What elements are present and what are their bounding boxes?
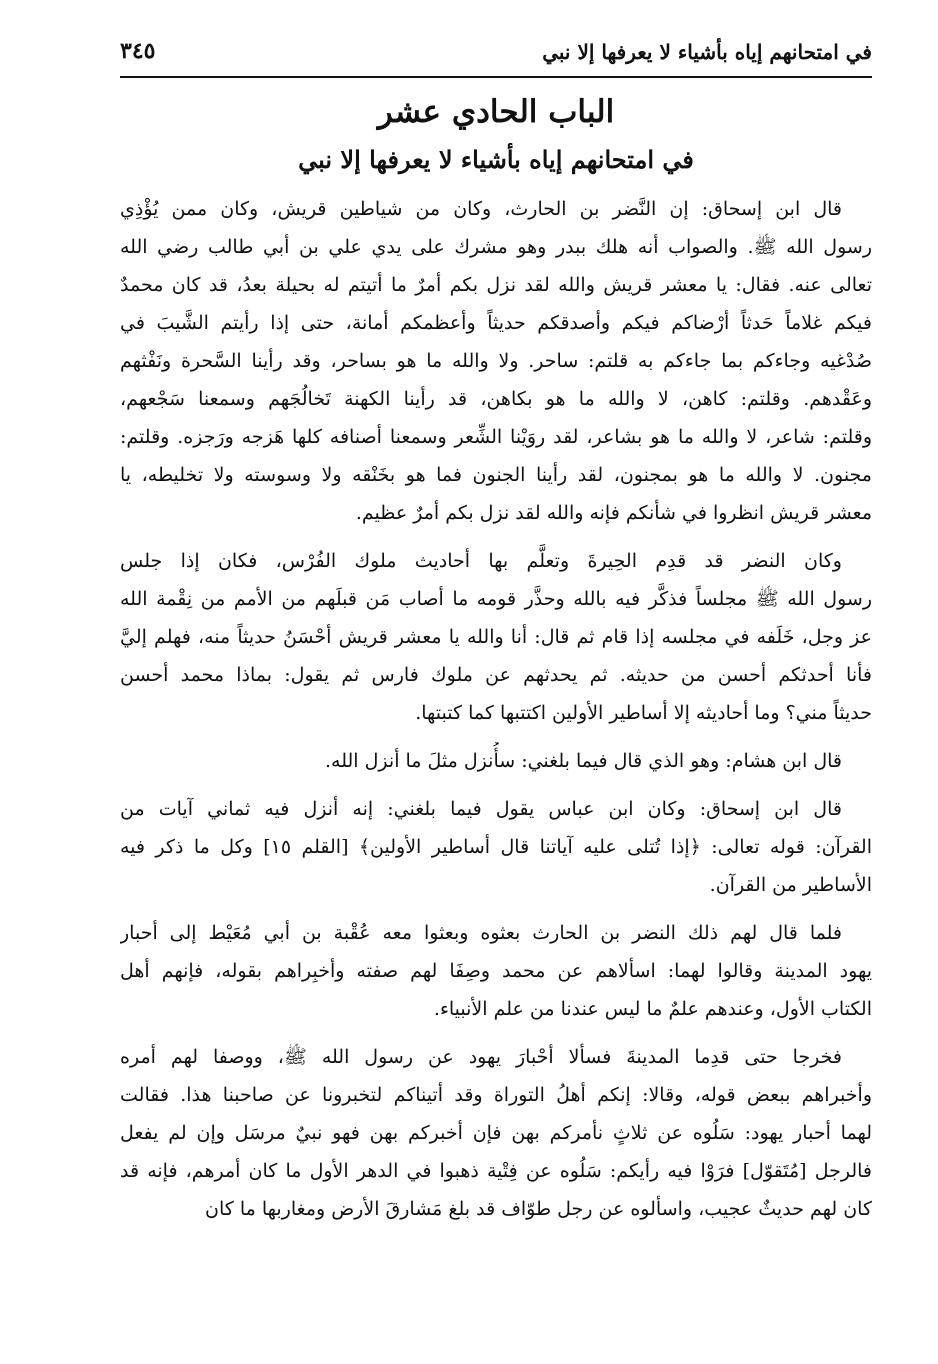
text-line: فلما قال لهم ذلك النضر بن الحارث بعثوه وبعثوا معه عُقْبة بن أبي مُعَيْط إلى أحبار [120, 922, 842, 944]
text-line: القرآن: قوله تعالى: ﴿إذا تُتلى عليه آياتنا قال أساطير الأولين﴾ [القلم ١٥] وكل ما ذكر فيه [120, 836, 872, 858]
text-line: وقلتم: شاعر، لا والله ما هو بشاعر، لقد روَيْنا الشِّعر وسمعنا أصنافه كلها هَزجه ورَجزه. وقلتم: [120, 426, 872, 448]
running-title: في امتحانهم إياه بأشياء لا يعرفها إلا نبي [542, 40, 872, 64]
text-line: صُدْغيه وجاءكم بما جاءكم به قلتم: ساحر. ولا والله ما هو بساحر، وقد رأينا السَّحرة ونَفْثهم [120, 350, 872, 372]
page-number: ٣٤٥ [120, 38, 156, 64]
text-line: وعَقْدهم. وقلتم: كاهن، لا والله ما هو بكاهن، قد رأينا الكهنة تَخالُجَهم وسمعنا سَجْعهم، [120, 388, 872, 410]
chapter-title: الباب الحادي عشر [377, 94, 615, 130]
body-text [120, 190, 872, 1238]
text-line: عز وجل، خَلَفه في مجلسه إذا قام ثم قال: أنا والله يا معشر قريش أحْسَنُ حديثاً منه، فهلم إليَّ [120, 626, 872, 648]
text-line: فالرجل [مُتَقوّل] فرَوْا فيه رأيكم: سَلُوه عن فِتْية ذهبوا في الدهر الأول ما كان أمرهم، فإنه قد [120, 1160, 872, 1182]
paragraph [120, 190, 872, 532]
chapter-subtitle: في امتحانهم إياه بأشياء لا يعرفها إلا نبي [298, 145, 694, 174]
paragraph [120, 1038, 872, 1228]
text-line: قال ابن هشام: وهو الذي قال فيما بلغني: سأُنزل مثلَ ما أنزل الله. [325, 750, 842, 772]
text-line: وأخبراهم ببعض قوله، وقالا: إنكم أهلُ التوراة وقد أتيناكم لتخبرونا عن صاحبنا هذا. فقالت [120, 1084, 872, 1106]
text-line: الأساطير من القرآن. [709, 874, 872, 896]
text-line: كان لهم حديثٌ عجيب، واسألوه عن رجل طوّاف قد بلغ مَشارقَ الأرض ومغاربها ما كان [205, 1198, 872, 1220]
text-line: فأنا أحدثكم أحسن من حديثه. ثم يحدثهم عن ملوك فارس ثم يقول: بماذا محمد أحسن [120, 664, 872, 686]
header-rule [120, 76, 872, 78]
text-line: الكتاب الأول، وعندهم علمٌ ما ليس عندنا من علم الأنبياء. [433, 998, 872, 1020]
paragraph [120, 914, 872, 1028]
text-line: رسول الله ﷺ. والصواب أنه هلك ببدر وهو مشرك على يدي علي بن أبي طالب رضي الله [120, 236, 872, 258]
text-line: قال ابن إسحاق: إن النَّضر بن الحارث، وكان من شياطين قريش، وكان ممن يُؤْذِي [120, 198, 842, 220]
paragraph [120, 790, 872, 904]
text-line: معشر قريش انظروا في شأنكم فإنه والله لقد نزل بكم أمرٌ عظيم. [355, 502, 872, 524]
text-line: رسول الله ﷺ مجلساً فذكَّر فيه بالله وحذَّر قومه ما أصاب مَن قبلَهم من الأمم من نِقْمة الله [120, 588, 872, 610]
text-line: فيكم غلاماً حَدثاً أرْضاكم فيكم وأصدقكم حديثاً وأعظمكم أمانة، حتى إذا رأيتم الشَّيبَ في [120, 312, 872, 334]
paragraph [120, 542, 872, 732]
text-line: وكان النضر قد قدِم الحِيرةَ وتعلَّم بها أحاديث ملوك الفُرْس، فكان إذا جلس [120, 550, 842, 572]
running-header [120, 36, 872, 76]
paragraph [120, 742, 872, 780]
text-line: حديثاً مني؟ وما أحاديثه إلا أساطير الأولين اكتتبها كما كتبتها. [415, 702, 872, 724]
text-line: لهما أحبار يهود: سَلُوه عن ثلاثٍ نأمركم بهن فإن أخبركم بهن فهو نبيٌ مرسَل وإن لم يفعل [120, 1122, 872, 1144]
text-line: تعالى عنه. فقال: يا معشر قريش والله لقد نزل بكم أمرٌ ما أتيتم له بحيلة بعدُ، قد كان محمدٌ [120, 274, 872, 296]
text-line: فخرجا حتى قدِما المدينةَ فسألا أحْبارَ يهود عن رسول الله ﷺ، ووصفا لهم أمره [120, 1046, 842, 1068]
text-line: يهود المدينة وقالوا لهما: اسألاهم عن محمد وصِفَا لهم صفته وأخبِراهم بقوله، فإنهم أهل [120, 960, 872, 982]
text-line: قال ابن إسحاق: وكان ابن عباس يقول فيما بلغني: إنه أنزل فيه ثماني آيات من [120, 798, 842, 820]
text-line: مجنون. لا والله ما هو بمجنون، لقد رأينا الجنون فما هو بخَنْقه ولا وسوسته ولا تخليطه، يا [120, 464, 872, 486]
